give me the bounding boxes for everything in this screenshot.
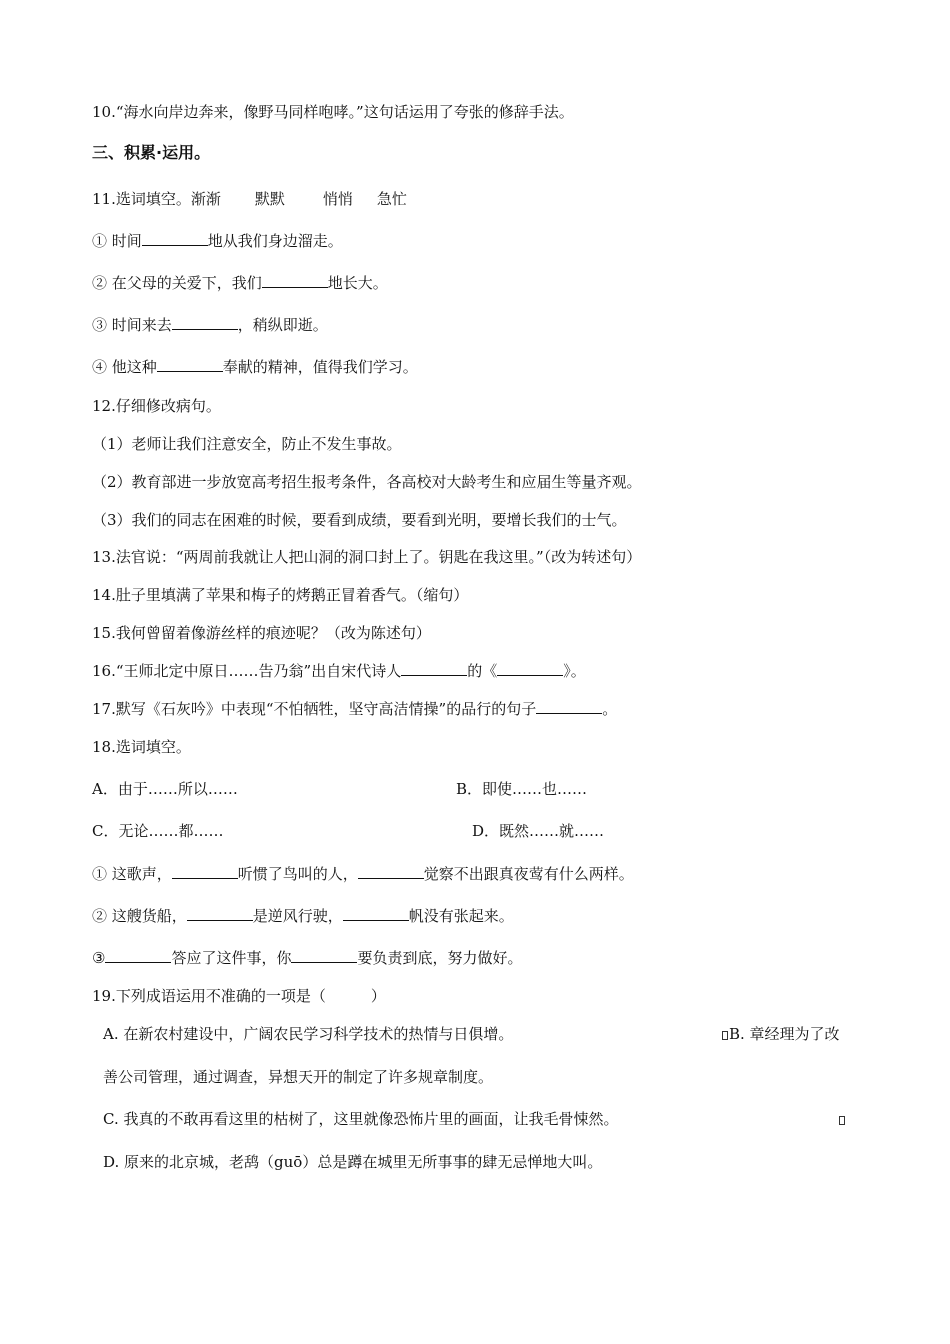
answer-blank[interactable] [343,906,409,921]
q19-option-d: D. 原来的北京城，老鸹（guō）总是蹲在城里无所事事的肆无忌惮地大叫。 [103,1153,603,1171]
answer-blank[interactable] [172,864,238,879]
word-option: 急忙 [376,190,407,208]
q19-option-a: A. 在新农村建设中，广阔农民学习科学技术的热情与日俱增。 [103,1025,514,1043]
question-14: 14.肚子里填满了苹果和梅子的烤鹅正冒着香气。（缩句） [92,586,469,604]
q18-option-a: A．由于……所以…… [92,780,238,798]
word-option: 悄悄 [322,190,353,208]
answer-blank[interactable] [142,231,208,246]
question-18-stem: 18.选词填空。 [92,738,191,756]
q18-option-c: C．无论……都…… [92,822,224,840]
answer-blank[interactable] [401,661,467,676]
placeholder-box-icon [839,1109,846,1129]
placeholder-box-icon [722,1031,728,1040]
answer-blank[interactable] [358,864,424,879]
question-19-stem: 19.下列成语运用不准确的一项是（ ） [92,987,386,1005]
question-12-stem: 12.仔细修改病句。 [92,397,221,415]
question-10: 10.“海水向岸边奔来，像野马同样咆哮。”这句话运用了夸张的修辞手法。 [92,103,574,121]
question-11-stem: 11.选词填空。渐渐 默默 悄悄 急忙 [92,190,407,208]
q18-option-d: D．既然……就…… [472,822,605,840]
answer-blank[interactable] [291,948,357,963]
q11-sentence-3: ③ 时间来去 ，稍纵即逝。 [92,316,328,334]
answer-blank[interactable] [157,357,223,372]
question-13: 13.法官说：“两周前我就让人把山洞的洞口封上了。钥匙在我这里。”（改为转述句） [92,548,642,566]
word-option: 默默 [254,190,285,208]
q11-sentence-1: ① 时间 地从我们身边溜走。 [92,232,343,250]
word-option: 渐渐 [190,190,221,208]
answer-blank[interactable] [262,273,328,288]
q12-sentence-3: （3）我们的同志在困难的时候，要看到成绩，要看到光明，要增长我们的士气。 [92,511,627,529]
section-heading: 三、积累·运用。 [92,143,211,162]
q19-option-c: C. 我真的不敢再看这里的枯树了，这里就像恐怖片里的画面，让我毛骨悚然。 [103,1110,619,1128]
answer-blank[interactable] [187,906,253,921]
q18-sentence-1: ① 这歌声， 听惯了鸟叫的人， 觉察不出跟真夜莺有什么两样。 [92,865,634,883]
question-17: 17.默写《石灰吟》中表现“不怕牺牲，坚守高洁情操”的品行的句子 。 [92,700,618,718]
q11-sentence-2: ② 在父母的关爱下，我们 地长大。 [92,274,388,292]
answer-blank[interactable] [172,315,238,330]
q19-option-b-start: B. 章经理为了改 [722,1024,840,1044]
q12-sentence-2: （2）教育部进一步放宽高考招生报考条件，各高校对大龄考生和应届生等量齐观。 [92,473,642,491]
q19-option-b-cont: 善公司管理，通过调查，异想天开的制定了许多规章制度。 [103,1068,494,1086]
q12-sentence-1: （1）老师让我们注意安全，防止不发生事故。 [92,435,402,453]
question-16: 16.“王师北定中原日……告乃翁”出自宋代诗人 的《 》。 [92,662,586,680]
q18-sentence-3: ③ 答应了这件事，你 要负责到底，努力做好。 [92,949,523,967]
q18-sentence-2: ② 这艘货船， 是逆风行驶， 帆没有张起来。 [92,907,514,925]
answer-blank[interactable] [497,661,563,676]
answer-blank[interactable] [105,948,171,963]
q18-option-b: B．即使……也…… [456,780,588,798]
q11-sentence-4: ④ 他这种 奉献的精神，值得我们学习。 [92,358,418,376]
answer-blank[interactable] [536,699,602,714]
question-15: 15.我何曾留着像游丝样的痕迹呢？（改为陈述句） [92,624,431,642]
